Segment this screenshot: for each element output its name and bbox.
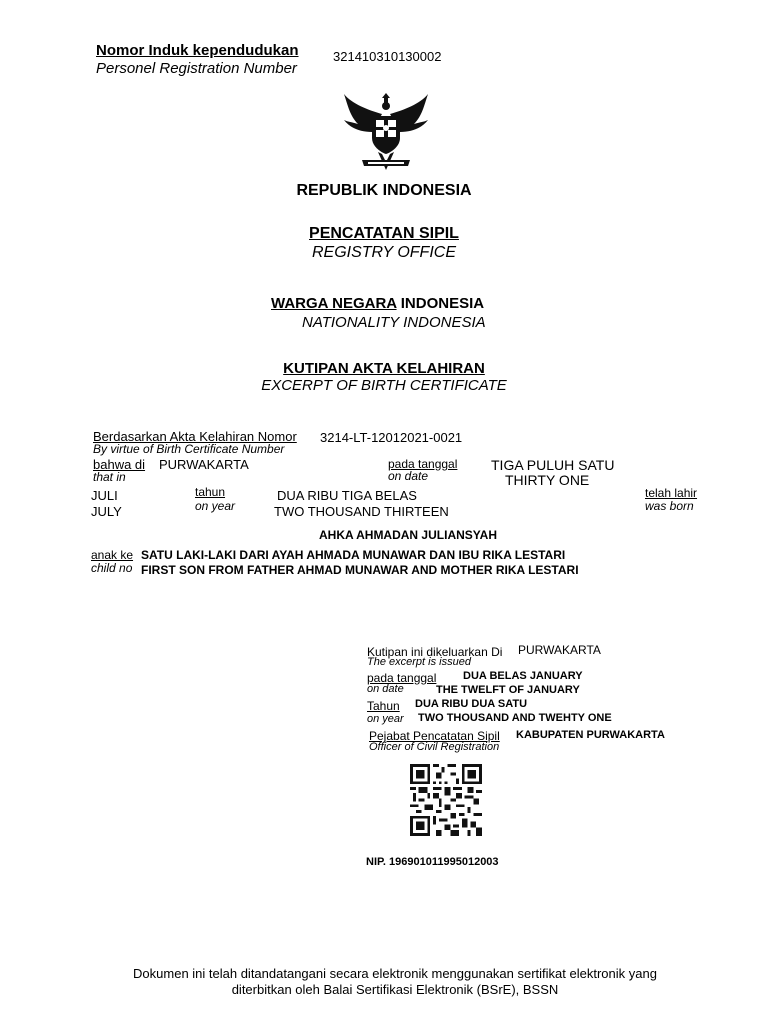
nationality-en: NATIONALITY INDONESIA <box>302 314 486 331</box>
footer-line-2: diterbitkan oleh Balai Sertifikasi Elektronik (BSrE), BSSN <box>231 982 559 997</box>
doc-title: KUTIPAN AKTA KELAHIRAN <box>283 360 485 377</box>
day-value: TIGA PULUH SATU <box>491 457 615 473</box>
child-value-en: FIRST SON FROM FATHER AHMAD MUNAWAR AND MOTHER RIKA LESTARI <box>141 563 579 577</box>
issued-label-en: The excerpt is issued <box>367 656 471 668</box>
nationality-value: INDONESIA <box>400 295 485 312</box>
date-label: pada tanggal <box>388 457 458 471</box>
garuda-emblem-icon <box>338 92 434 174</box>
child-value: SATU LAKI-LAKI DARI AYAH AHMADA MUNAWAR DAN IBU RIKA LESTARI <box>141 548 566 562</box>
office-title: PENCATATAN SIPIL <box>309 225 459 242</box>
born-label: telah lahir <box>645 486 698 500</box>
nip: NIP. 196901011995012003 <box>366 856 499 868</box>
cert-number: 3214-LT-12012021-0021 <box>320 430 463 445</box>
date-label-en: on date <box>388 469 429 483</box>
nationality-line <box>271 295 484 312</box>
nik-label: Nomor Induk kependudukan <box>96 42 299 59</box>
nik-label-en: Personel Registration Number <box>96 60 297 77</box>
born-label-en: was born <box>645 499 694 513</box>
officer-label: Pejabat Pencatatan Sipil <box>369 729 500 743</box>
country-title: REPUBLIK INDONESIA <box>296 182 472 199</box>
month-value: JULI <box>91 488 118 503</box>
day-value-en: THIRTY ONE <box>505 472 590 488</box>
place-label: bahwa di <box>93 457 146 472</box>
child-label: anak ke <box>91 548 134 562</box>
issue-date-value: DUA BELAS JANUARY <box>463 670 583 682</box>
cert-label: Berdasarkan Akta Kelahiran Nomor <box>93 429 297 444</box>
issue-year-value: DUA RIBU DUA SATU <box>415 698 528 710</box>
footer-line-1: Dokumen ini telah ditandatangani secara elektronik menggunakan sertifikat elektronik yang <box>133 966 657 981</box>
officer-value: KABUPATEN PURWAKARTA <box>516 729 665 741</box>
nationality-label: WARGA NEGARA <box>271 295 397 312</box>
issue-date-value-en: THE TWELFT OF JANUARY <box>436 684 580 696</box>
officer-label-en: Officer of Civil Registration <box>369 741 500 753</box>
year-label: tahun <box>195 485 226 499</box>
issue-year-value-en: TWO THOUSAND AND TWEHTY ONE <box>418 712 612 724</box>
issue-year-label-en: on year <box>367 713 404 725</box>
month-value-en: JULY <box>91 504 122 519</box>
issue-year-label: Tahun <box>367 699 400 713</box>
issued-label: Kutipan ini dikeluarkan Di <box>367 645 503 659</box>
issue-date-label: pada tanggal <box>367 671 437 685</box>
issued-place: PURWAKARTA <box>518 643 601 657</box>
cert-label-en: By virtue of Birth Certificate Number <box>93 442 285 456</box>
doc-title-en: EXCERPT OF BIRTH CERTIFICATE <box>261 377 507 394</box>
child-name: AHKA AHMADAN JULIANSYAH <box>319 528 498 542</box>
office-title-en: REGISTRY OFFICE <box>311 244 456 261</box>
child-label-en: child no <box>91 561 133 575</box>
year-label-en: on year <box>195 499 236 513</box>
year-value-en: TWO THOUSAND THIRTEEN <box>274 504 449 519</box>
qr-code-icon <box>408 764 484 836</box>
place-value: PURWAKARTA <box>159 457 249 472</box>
issue-date-label-en: on date <box>367 683 404 695</box>
nik-value: 321410310130002 <box>333 49 442 64</box>
year-value: DUA RIBU TIGA BELAS <box>277 488 417 503</box>
place-label-en: that in <box>93 470 126 484</box>
